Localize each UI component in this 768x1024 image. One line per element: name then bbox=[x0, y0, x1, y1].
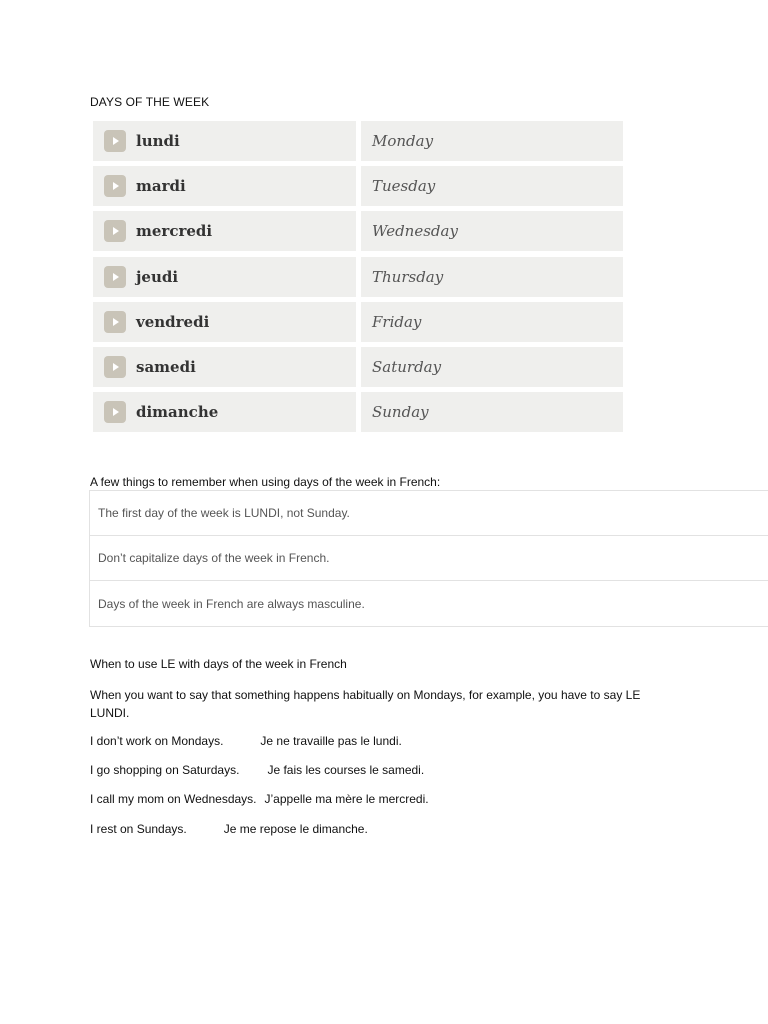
french-cell bbox=[93, 257, 356, 297]
day-row-sunday bbox=[93, 392, 623, 432]
french-cell bbox=[93, 392, 356, 432]
english-word: Thursday bbox=[372, 267, 444, 286]
english-word: Friday bbox=[372, 312, 422, 331]
play-icon bbox=[113, 273, 119, 281]
play-icon bbox=[113, 318, 119, 326]
play-icon bbox=[113, 137, 119, 145]
example-english: I rest on Sundays. bbox=[90, 822, 187, 836]
french-word: vendredi bbox=[136, 312, 210, 331]
french-word: jeudi bbox=[136, 267, 179, 286]
days-table bbox=[93, 121, 623, 437]
english-word: Tuesday bbox=[372, 177, 436, 196]
example-french: Je ne travaille pas le lundi. bbox=[260, 734, 402, 748]
english-cell bbox=[361, 302, 623, 342]
play-icon bbox=[113, 363, 119, 371]
play-audio-button[interactable] bbox=[104, 311, 126, 333]
french-cell bbox=[93, 121, 356, 161]
french-word: mercredi bbox=[136, 222, 213, 241]
usage-paragraph: When you want to say that something happens habitually on Mondays, for example, you have to say LE LUNDI. bbox=[90, 688, 641, 720]
french-word: mardi bbox=[136, 177, 186, 196]
remember-item: The first day of the week is LUNDI, not Sunday. bbox=[90, 491, 768, 536]
play-audio-button[interactable] bbox=[104, 266, 126, 288]
usage-title: When to use LE with days of the week in French bbox=[90, 657, 347, 671]
example-french: J’appelle ma mère le mercredi. bbox=[264, 792, 429, 806]
play-audio-button[interactable] bbox=[104, 401, 126, 423]
play-audio-button[interactable] bbox=[104, 175, 126, 197]
example-line bbox=[90, 734, 402, 748]
english-cell bbox=[361, 211, 623, 251]
remember-list bbox=[89, 490, 768, 627]
french-cell bbox=[93, 211, 356, 251]
example-line bbox=[90, 822, 368, 836]
day-row-friday bbox=[93, 302, 623, 342]
play-icon bbox=[113, 182, 119, 190]
english-cell bbox=[361, 166, 623, 206]
french-word: dimanche bbox=[136, 403, 219, 422]
example-english: I don’t work on Mondays. bbox=[90, 734, 224, 748]
english-word: Saturday bbox=[372, 357, 442, 376]
example-english: I call my mom on Wednesdays. bbox=[90, 792, 257, 806]
play-audio-button[interactable] bbox=[104, 130, 126, 152]
example-line bbox=[90, 763, 424, 777]
play-icon bbox=[113, 408, 119, 416]
french-cell bbox=[93, 302, 356, 342]
page-heading: DAYS OF THE WEEK bbox=[90, 95, 210, 109]
play-audio-button[interactable] bbox=[104, 220, 126, 242]
french-word: lundi bbox=[136, 132, 180, 150]
english-cell bbox=[361, 257, 623, 297]
english-cell bbox=[361, 121, 623, 161]
remember-title: A few things to remember when using days of the week in French: bbox=[90, 475, 441, 489]
day-row-thursday bbox=[93, 257, 623, 297]
french-cell bbox=[93, 166, 356, 206]
day-row-tuesday bbox=[93, 166, 623, 206]
day-row-monday bbox=[93, 121, 623, 161]
french-cell bbox=[93, 347, 356, 387]
english-cell bbox=[361, 392, 623, 432]
example-english: I go shopping on Saturdays. bbox=[90, 763, 240, 777]
play-icon bbox=[113, 227, 119, 235]
french-word: samedi bbox=[136, 357, 196, 376]
play-audio-button[interactable] bbox=[104, 356, 126, 378]
example-french: Je fais les courses le samedi. bbox=[267, 763, 425, 777]
english-word: Sunday bbox=[372, 403, 429, 422]
day-row-wednesday bbox=[93, 211, 623, 251]
example-french: Je me repose le dimanche. bbox=[223, 822, 368, 836]
day-row-saturday bbox=[93, 347, 623, 387]
english-cell bbox=[361, 347, 623, 387]
remember-item: Days of the week in French are always masculine. bbox=[98, 596, 365, 611]
english-word: Monday bbox=[372, 132, 434, 150]
remember-item: Don’t capitalize days of the week in French. bbox=[90, 536, 768, 581]
english-word: Wednesday bbox=[372, 222, 458, 241]
example-line bbox=[90, 792, 429, 806]
